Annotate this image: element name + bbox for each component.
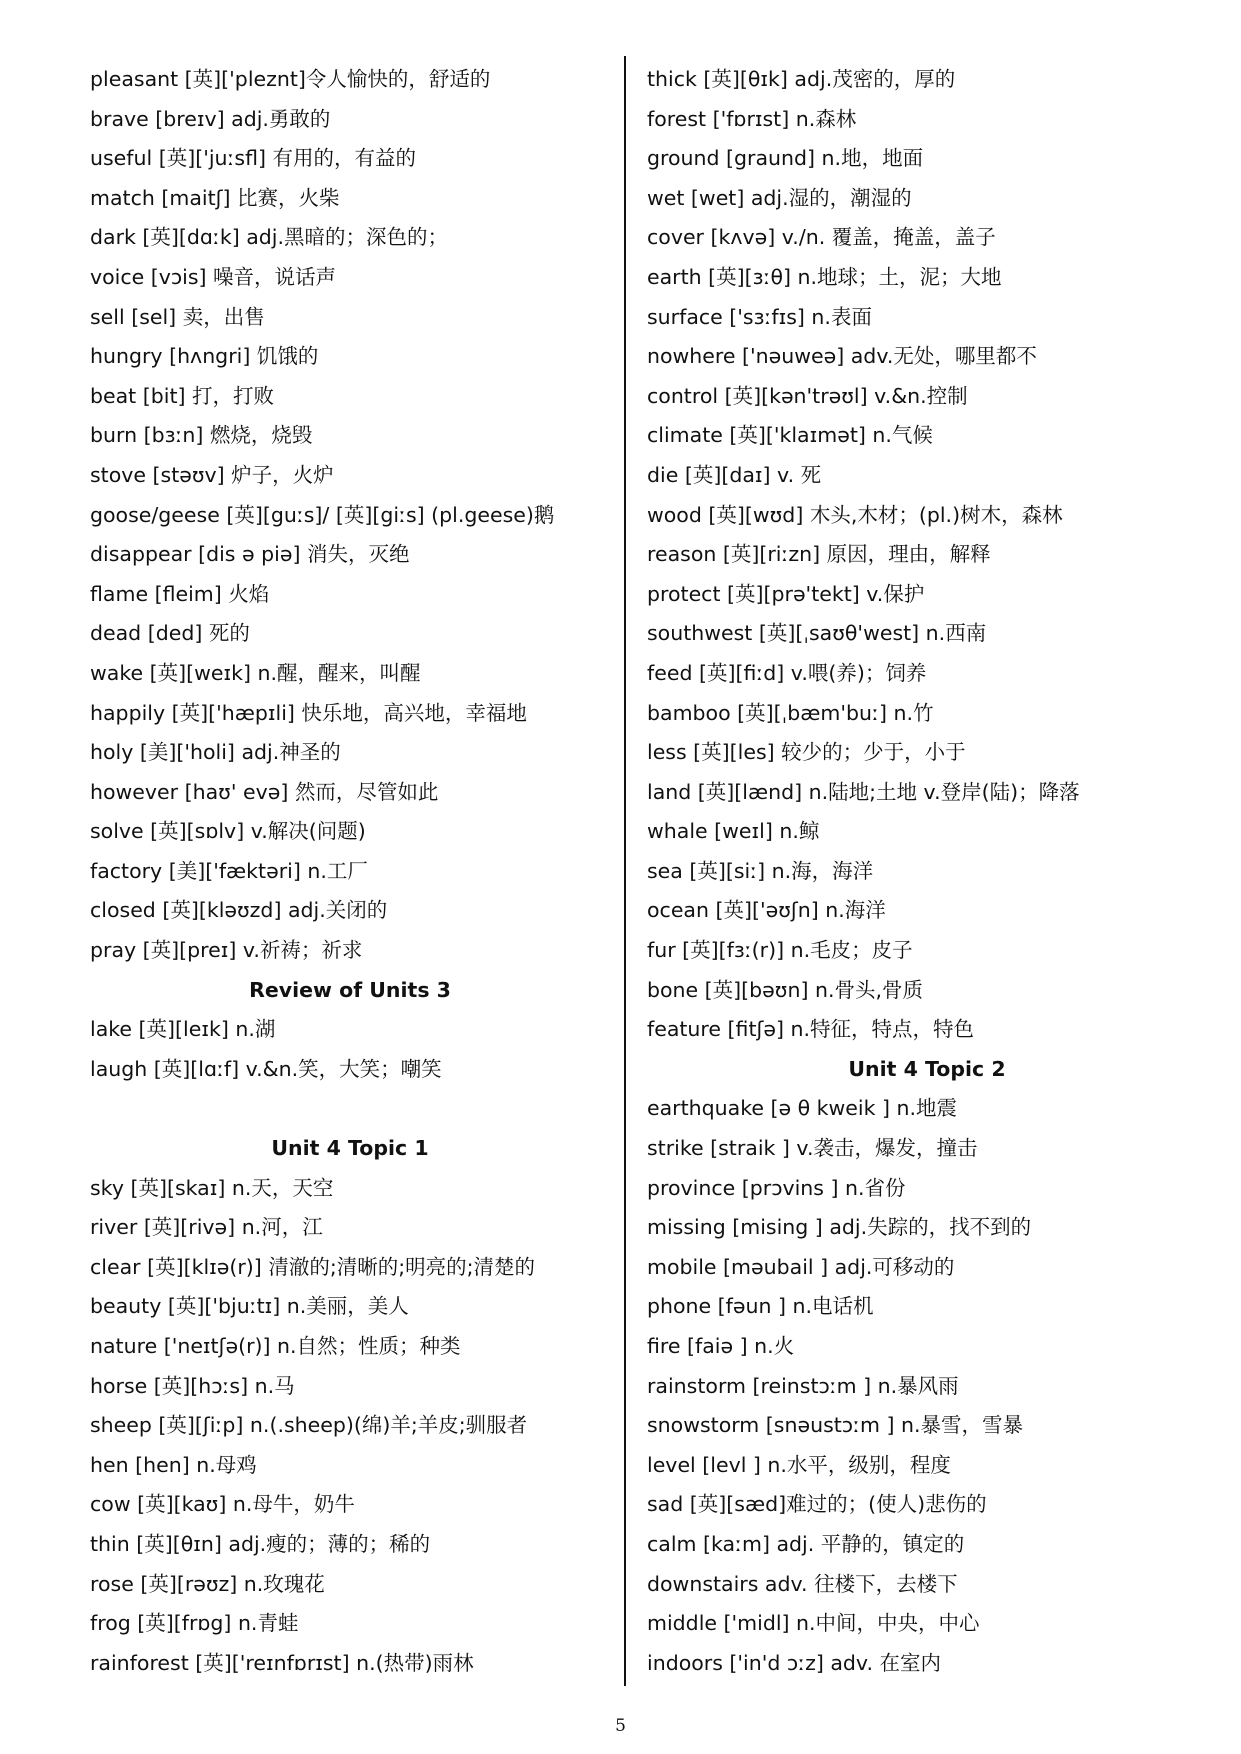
vocab-entry: disappear [dis ə piə] 消失，灭绝 — [90, 542, 410, 567]
vocab-entry: factory [美]['fæktəri] n.工厂 — [90, 858, 368, 883]
vocab-entry: clear [英][klɪə(r)] 清澈的;清晰的;明亮的;清楚的 — [90, 1254, 536, 1279]
vocab-entry: rose [英][rəʊz] n.玫瑰花 — [90, 1571, 325, 1596]
vocab-entry: nature ['neɪtʃə(r)] n.自然；性质；种类 — [90, 1334, 461, 1358]
vocab-entry: bamboo [英][ˌbæm'buː] n.竹 — [647, 700, 934, 725]
vocab-entry: rainstorm [reinstɔːm ] n.暴风雨 — [647, 1373, 959, 1398]
vocab-entry: middle ['midl] n.中间，中央，中心 — [647, 1611, 980, 1636]
vocab-entry: voice [vɔis] 噪音，说话声 — [90, 264, 337, 289]
vocab-entry: indoors ['in'd ɔːz] adv. 在室内 — [647, 1650, 941, 1675]
vocab-entry: horse [英][hɔːs] n.马 — [90, 1373, 295, 1398]
vocab-entry: surface ['sɜːfɪs] n.表面 — [647, 304, 872, 329]
vocab-entry: goose/geese [英][guːs]/ [英][giːs] (pl.geese)鹅 — [90, 502, 555, 527]
vocab-entry: less [英][les] 较少的；少于，小于 — [647, 740, 966, 765]
vocab-entry: wet [wet] adj.湿的，潮湿的 — [647, 185, 912, 210]
vocab-entry: bone [英][bəʊn] n.骨头,骨质 — [647, 977, 923, 1002]
section-heading: Unit 4 Topic 1 — [271, 1136, 429, 1161]
vocab-entry: ocean [英]['əʊʃn] n.海洋 — [647, 898, 886, 923]
vocab-entry: nowhere ['nəuweə] adv.无处，哪里都不 — [647, 344, 1037, 369]
right-column — [647, 60, 1207, 1683]
vocab-entry: solve [英][sɒlv] v.解决(问题) — [90, 819, 366, 844]
vocab-entry: hen [hen] n.母鸡 — [90, 1452, 257, 1477]
vocab-entry: thick [英][θɪk] adj.茂密的，厚的 — [647, 67, 956, 91]
vocab-entry: mobile [məubail ] adj.可移动的 — [647, 1254, 955, 1279]
vocab-entry: burn [bɜːn] 燃烧，烧毁 — [90, 423, 313, 448]
vocab-entry: useful [英]['juːsfl] 有用的，有益的 — [90, 146, 417, 171]
vocab-entry: sad [英][sæd]难过的；(使人)悲伤的 — [647, 1492, 987, 1517]
vocab-entry: pleasant [英]['pleznt]令人愉快的，舒适的 — [90, 67, 491, 91]
vocab-entry: sell [sel] 卖，出售 — [90, 304, 265, 329]
vocab-entry: brave [breɪv] adj.勇敢的 — [90, 106, 331, 131]
vocab-entry: lake [英][leɪk] n.湖 — [90, 1017, 276, 1042]
vocab-entry: die [英][daɪ] v. 死 — [647, 462, 822, 487]
vocab-entry: reason [英][riːzn] 原因，理由，解释 — [647, 542, 991, 567]
vocab-entry: protect [英][prə'tekt] v.保护 — [647, 581, 925, 606]
vocab-entry: cow [英][kaʊ] n.母牛，奶牛 — [90, 1492, 355, 1517]
vocab-entry: strike [straik ] v.袭击，爆发，撞击 — [647, 1136, 978, 1161]
vocab-entry: river [英][rivə] n.河，江 — [90, 1215, 323, 1240]
vocab-entry: holy [美]['holi] adj.神圣的 — [90, 740, 341, 765]
vocab-entry: control [英][kən'trəʊl] v.&n.控制 — [647, 383, 968, 408]
vocab-entry: feed [英][fiːd] v.喂(养)；饲养 — [647, 660, 927, 685]
vocab-entry: southwest [英][ˌsaʊθ'west] n.西南 — [647, 621, 987, 646]
vocab-entry: land [英][lænd] n.陆地;土地 v.登岸(陆)；降落 — [647, 779, 1080, 804]
vocab-entry: wake [英][weɪk] n.醒，醒来，叫醒 — [90, 660, 421, 685]
blank-line — [90, 1089, 610, 1129]
vocab-entry: missing [mising ] adj.失踪的，找不到的 — [647, 1215, 1032, 1240]
vocab-entry: fire [faiə ] n.火 — [647, 1334, 795, 1358]
vocab-entry: whale [weɪl] n.鲸 — [647, 819, 820, 844]
vocab-entry: forest ['fɒrɪst] n.森林 — [647, 106, 857, 131]
vocab-entry: sea [英][siː] n.海，海洋 — [647, 858, 874, 883]
vocab-entry: match [maitʃ] 比赛，火柴 — [90, 185, 340, 210]
vocab-entry: downstairs adv. 往楼下，去楼下 — [647, 1571, 958, 1596]
section-heading: Unit 4 Topic 2 — [848, 1056, 1006, 1081]
vocab-entry: province [prɔvins ] n.省份 — [647, 1175, 906, 1200]
vocab-entry: stove [stəʊv] 炉子，火炉 — [90, 462, 334, 487]
vocab-entry: thin [英][θɪn] adj.瘦的；薄的；稀的 — [90, 1531, 431, 1556]
vocab-entry: earthquake [ə θ kweik ] n.地震 — [647, 1096, 958, 1121]
vocab-entry: calm [kaːm] adj. 平静的，镇定的 — [647, 1531, 965, 1556]
vocab-entry: however [haʊ' evə] 然而，尽管如此 — [90, 779, 439, 804]
vocab-entry: snowstorm [snəustɔːm ] n.暴雪，雪暴 — [647, 1413, 1023, 1438]
vocab-entry: pray [英][preɪ] v.祈祷；祈求 — [90, 938, 363, 963]
vocab-entry: rainforest [英]['reɪnfɒrɪst] n.(热带)雨林 — [90, 1650, 474, 1675]
vocab-entry: dark [英][dɑːk] adj.黑暗的；深色的； — [90, 225, 448, 250]
vocab-entry: beat [bit] 打，打败 — [90, 383, 274, 408]
left-column — [90, 60, 610, 1683]
section-heading: Review of Units 3 — [249, 977, 451, 1002]
vocab-entry: fur [英][fɜː(r)] n.毛皮；皮子 — [647, 938, 913, 963]
vocab-entry: hungry [hʌngri] 饥饿的 — [90, 344, 319, 369]
vocab-entry: closed [英][kləʊzd] adj.关闭的 — [90, 898, 388, 923]
vocab-entry: level [levl ] n.水平，级别，程度 — [647, 1452, 951, 1477]
vocab-entry: phone [fəun ] n.电话机 — [647, 1294, 874, 1319]
vocab-entry: happily [英]['hæpɪli] 快乐地，高兴地，幸福地 — [90, 700, 527, 725]
vocab-entry: earth [英][ɜːθ] n.地球；土，泥；大地 — [647, 264, 1002, 289]
vocab-entry: dead [ded] 死的 — [90, 621, 250, 646]
vocab-entry: feature [fitʃə] n.特征，特点，特色 — [647, 1017, 974, 1042]
vocab-entry: ground [graund] n.地，地面 — [647, 146, 924, 171]
vocab-entry: laugh [英][lɑːf] v.&n.笑，大笑；嘲笑 — [90, 1056, 442, 1081]
vocab-entry: sheep [英][ʃiːp] n.(.sheep)(绵)羊;羊皮;驯服者 — [90, 1413, 528, 1438]
column-divider — [624, 56, 626, 1686]
vocab-entry: beauty [英]['bjuːtɪ] n.美丽，美人 — [90, 1294, 409, 1319]
vocab-entry: climate [英]['klaɪmət] n.气候 — [647, 423, 933, 448]
page-number: 5 — [615, 1716, 626, 1736]
vocab-entry: cover [kʌvə] v./n. 覆盖，掩盖，盖子 — [647, 225, 996, 250]
vocab-entry: sky [英][skaɪ] n.天，天空 — [90, 1175, 334, 1200]
vocab-entry: frog [英][frɒg] n.青蛙 — [90, 1611, 299, 1636]
vocab-entry: wood [英][wʊd] 木头,木材；(pl.)树木，森林 — [647, 502, 1063, 527]
vocab-entry: flame [fleim] 火焰 — [90, 581, 270, 606]
